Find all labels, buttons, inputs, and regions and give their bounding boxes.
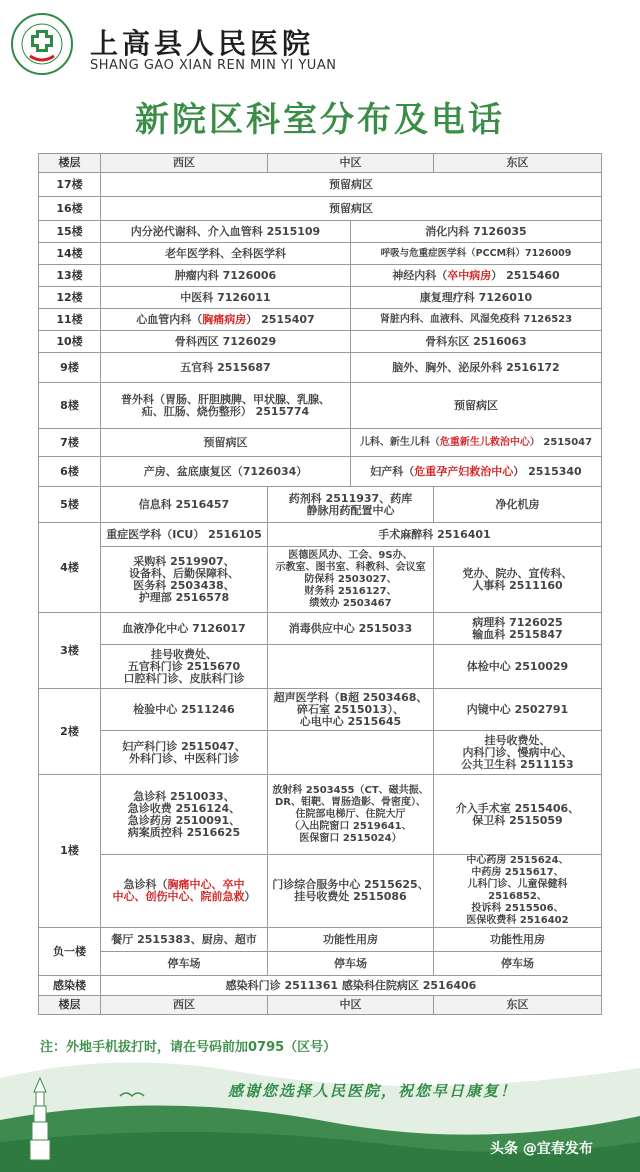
dept-cell: 预留病区 <box>101 173 602 197</box>
dept-line: 疝、肛肠、烧伤整形） 2515774 <box>141 404 310 418</box>
dept-cell: 康复理疗科 7126010 <box>351 287 602 309</box>
hospital-name-pinyin: SHANG GAO XIAN REN MIN YI YUAN <box>90 58 337 73</box>
dept-cell <box>351 265 602 287</box>
highlight-text: 中心、创伤中心、院前急救 <box>112 890 245 903</box>
dept-line: 静脉用药配置中心 <box>306 503 395 517</box>
dept-line: 医保窗口 2515024） <box>299 832 402 844</box>
dept-line: 急诊收费 2516124、 <box>127 801 241 815</box>
floor-label: 11楼 <box>39 309 101 331</box>
dept-line: 绩效办 2503467 <box>309 597 392 609</box>
floor-label: 16楼 <box>39 197 101 221</box>
row-infection <box>39 976 602 996</box>
dept-cell: 内分泌代谢科、介入血管科 2515109 <box>101 221 351 243</box>
dept-line: 超声医学科（B超 2503468、 <box>273 690 428 704</box>
dept-line: 普外科（胃肠、肝胆胰脾、甲状腺、乳腺、 <box>121 392 330 406</box>
row-8 <box>39 383 602 429</box>
highlight-text: 危重孕产妇救治中心 <box>414 464 514 478</box>
dept-cell: 体检中心 2510029 <box>434 645 602 689</box>
dept-line: 中心药房 2515624、 <box>466 855 569 866</box>
dept-cell: 消化内科 7126035 <box>351 221 602 243</box>
department-table <box>38 153 602 1015</box>
dept-cell: 血液净化中心 7126017 <box>101 613 268 645</box>
row-10 <box>39 331 602 353</box>
dept-line: 防保科 2503027、 <box>304 573 397 585</box>
dept-line: 病理科 7126025 <box>472 615 563 629</box>
dept-line: 投诉科 2515506、 <box>471 903 564 914</box>
floor-label: 9楼 <box>39 353 101 383</box>
dept-cell <box>101 731 268 775</box>
dept-cell <box>268 775 434 855</box>
highlight-text: 胸痛病房 <box>202 312 247 326</box>
dept-text: 妇产科（ <box>370 464 415 478</box>
dept-cell <box>268 689 434 731</box>
dept-cell <box>268 487 434 523</box>
row-17 <box>39 173 602 197</box>
row-11 <box>39 309 602 331</box>
floor-label: 1楼 <box>39 775 101 928</box>
dept-cell <box>434 855 602 928</box>
dept-line: 急诊药房 2510091、 <box>127 813 241 827</box>
dept-cell <box>101 775 268 855</box>
footer-floor: 楼层 <box>39 996 101 1015</box>
dept-cell: 消毒供应中心 2515033 <box>268 613 434 645</box>
dept-line: 心电中心 2515645 <box>299 714 402 728</box>
floor-label: 12楼 <box>39 287 101 309</box>
dept-line: 妇产科门诊 2515047、 <box>122 739 246 753</box>
dept-line <box>104 891 264 903</box>
floor-label: 17楼 <box>39 173 101 197</box>
dept-cell: 预留病区 <box>101 429 351 457</box>
dept-cell: 停车场 <box>434 952 602 976</box>
header-east: 东区 <box>434 154 602 173</box>
dept-cell: 感染科门诊 2511361 感染科住院病区 2516406 <box>101 976 602 996</box>
row-2a <box>39 689 602 731</box>
dept-line: 人事科 2511160 <box>472 578 563 592</box>
dept-line: 门诊综合服务中心 2515625、 <box>272 878 429 891</box>
dept-line: 病案质控科 2516625 <box>127 825 241 839</box>
dept-cell: 肾脏内科、血液科、风湿免疫科 7126523 <box>351 309 602 331</box>
dept-line: 挂号收费处 2515086 <box>294 890 407 903</box>
floor-label: 15楼 <box>39 221 101 243</box>
dept-cell: 五官科 2515687 <box>101 353 351 383</box>
table-header-row <box>39 154 602 173</box>
table-footer-row <box>39 996 602 1015</box>
dept-text: ） 2515407 <box>246 312 315 326</box>
dept-line: 放射科 2503455（CT、磁共振、 <box>272 784 429 796</box>
dept-line: 五官科门诊 2515670 <box>127 659 241 673</box>
dept-line: 挂号收费处、 <box>151 647 217 661</box>
floor-label: 2楼 <box>39 689 101 775</box>
dept-line: 保卫科 2515059 <box>472 813 563 827</box>
floor-label: 6楼 <box>39 457 101 487</box>
row-12 <box>39 287 602 309</box>
dept-cell: 功能性用房 <box>268 928 434 952</box>
highlight-text: 胸痛中心、卒中 <box>167 878 245 891</box>
row-4a <box>39 523 602 547</box>
dept-line: 党办、院办、宣传科、 <box>462 566 573 580</box>
dept-cell: 预留病区 <box>351 383 602 429</box>
dept-line: 公共卫生科 2511153 <box>461 757 574 771</box>
dept-cell <box>101 547 268 613</box>
floor-label: 13楼 <box>39 265 101 287</box>
footer-mid: 中区 <box>268 996 434 1015</box>
dept-cell: 呼吸与危重症医学科（PCCM科）7126009 <box>351 243 602 265</box>
dept-line: 财务科 2516127、 <box>304 585 397 597</box>
dept-cell: 骨科西区 7126029 <box>101 331 351 353</box>
watermark: 头条 @宜春发布 <box>490 1141 593 1157</box>
header-west: 西区 <box>101 154 268 173</box>
thanks-slogan: 感谢您选择人民医院，祝您早日康复！ <box>228 1082 518 1100</box>
dept-cell <box>268 547 434 613</box>
dept-line: （入出院窗口 2519641、 <box>289 820 412 832</box>
dept-cell: 中医科 7126011 <box>101 287 351 309</box>
hospital-name: 上高县人民医院 <box>90 27 315 60</box>
dept-text: ） 2515047 <box>529 436 593 448</box>
row-7 <box>39 429 602 457</box>
dept-line: 医务科 2503438、 <box>133 578 235 592</box>
dept-cell <box>351 457 602 487</box>
dept-cell: 检验中心 2511246 <box>101 689 268 731</box>
dept-cell: 功能性用房 <box>434 928 602 952</box>
dept-cell <box>434 613 602 645</box>
row-b1b <box>39 952 602 976</box>
row-6 <box>39 457 602 487</box>
dept-cell <box>101 855 268 928</box>
dept-line: 设备科、后勤保障科、 <box>129 566 239 580</box>
dept-line: 急诊科 2510033、 <box>133 789 235 803</box>
dept-cell <box>351 429 602 457</box>
row-13 <box>39 265 602 287</box>
dept-line: 医德医风办、工会、9S办、 <box>288 549 413 561</box>
dept-line: 输血科 2515847 <box>472 627 563 641</box>
dept-line: 碎石室 2515013）、 <box>297 702 404 716</box>
dept-cell: 手术麻醉科 2516401 <box>268 523 602 547</box>
dept-cell: 净化机房 <box>434 487 602 523</box>
dept-cell <box>101 309 351 331</box>
dept-line: 采购科 2519907、 <box>133 554 235 568</box>
dept-line: 示教室、图书室、科教科、会议室 <box>275 561 426 573</box>
dept-cell: 内镜中心 2502791 <box>434 689 602 731</box>
row-16 <box>39 197 602 221</box>
dept-line: 中药房 2515617、 <box>471 867 564 878</box>
row-9 <box>39 353 602 383</box>
dept-line: 医保收费科 2516402 <box>466 915 569 926</box>
dept-cell: 停车场 <box>101 952 268 976</box>
floor-label: 5楼 <box>39 487 101 523</box>
row-2b <box>39 731 602 775</box>
dept-text: ） <box>244 890 256 903</box>
highlight-text: 卒中病房 <box>447 268 492 282</box>
row-3b <box>39 645 602 689</box>
highlight-text: 危重新生儿救治中心 <box>439 436 530 448</box>
dept-text: 儿科、新生儿科（ <box>359 436 440 448</box>
dept-cell <box>268 855 434 928</box>
dept-text: 心血管内科（ <box>136 312 203 326</box>
footer-west: 西区 <box>101 996 268 1015</box>
header-mid: 中区 <box>268 154 434 173</box>
floor-label: 负一楼 <box>39 928 101 976</box>
row-14 <box>39 243 602 265</box>
dept-cell <box>101 383 351 429</box>
dept-cell <box>434 775 602 855</box>
dept-line: 介入手术室 2515406、 <box>455 801 580 815</box>
floor-label: 8楼 <box>39 383 101 429</box>
row-4b <box>39 547 602 613</box>
dept-text: 神经内科（ <box>392 268 448 282</box>
dept-line: 住院部电梯厅、住院大厅 <box>295 808 406 820</box>
dept-line: 药剂科 2511937、药库 <box>288 491 413 505</box>
floor-label: 4楼 <box>39 523 101 613</box>
dept-cell-empty <box>268 731 434 775</box>
area-code-note: 注：外地手机拔打时，请在号码前加0795（区号） <box>40 1040 337 1055</box>
dept-cell: 产房、盆底康复区（7126034） <box>101 457 351 487</box>
dept-cell: 预留病区 <box>101 197 602 221</box>
page-title: 新院区科室分布及电话 <box>135 100 505 140</box>
floor-label: 3楼 <box>39 613 101 689</box>
dept-cell: 餐厅 2515383、厨房、超市 <box>101 928 268 952</box>
dept-line: 挂号收费处、 <box>484 733 551 747</box>
row-5 <box>39 487 602 523</box>
dept-text: 急诊科（ <box>123 878 168 891</box>
header-floor: 楼层 <box>39 154 101 173</box>
dept-line: 护理部 2516578 <box>138 590 230 604</box>
row-3a <box>39 613 602 645</box>
dept-cell: 脑外、胸外、泌尿外科 2516172 <box>351 353 602 383</box>
floor-label: 10楼 <box>39 331 101 353</box>
dept-line: 儿科门诊、儿童保健科 2516852、 <box>467 879 568 902</box>
dept-cell: 重症医学科（ICU） 2516105 <box>101 523 268 547</box>
dept-text: ） 2515340 <box>513 464 582 478</box>
dept-cell: 信息科 2516457 <box>101 487 268 523</box>
dept-line: 外科门诊、中医科门诊 <box>129 751 239 765</box>
row-b1a <box>39 928 602 952</box>
row-1b <box>39 855 602 928</box>
dept-text: ） 2515460 <box>491 268 560 282</box>
dept-cell <box>434 731 602 775</box>
dept-cell: 老年医学科、全科医学科 <box>101 243 351 265</box>
row-1a <box>39 775 602 855</box>
dept-cell: 肿瘤内科 7126006 <box>101 265 351 287</box>
dept-cell <box>101 645 268 689</box>
dept-line: DR、钼靶、胃肠造影、骨密度）、 <box>274 796 426 808</box>
dept-cell: 停车场 <box>268 952 434 976</box>
dept-line: 口腔科门诊、皮肤科门诊 <box>123 671 245 685</box>
floor-label: 14楼 <box>39 243 101 265</box>
floor-label: 7楼 <box>39 429 101 457</box>
hospital-logo <box>10 12 74 76</box>
dept-cell-empty <box>268 645 434 689</box>
footer-east: 东区 <box>434 996 602 1015</box>
floor-label: 感染楼 <box>39 976 101 996</box>
dept-line: 内科门诊、慢病中心、 <box>462 745 573 759</box>
row-15 <box>39 221 602 243</box>
dept-cell <box>434 547 602 613</box>
dept-cell: 骨科东区 2516063 <box>351 331 602 353</box>
